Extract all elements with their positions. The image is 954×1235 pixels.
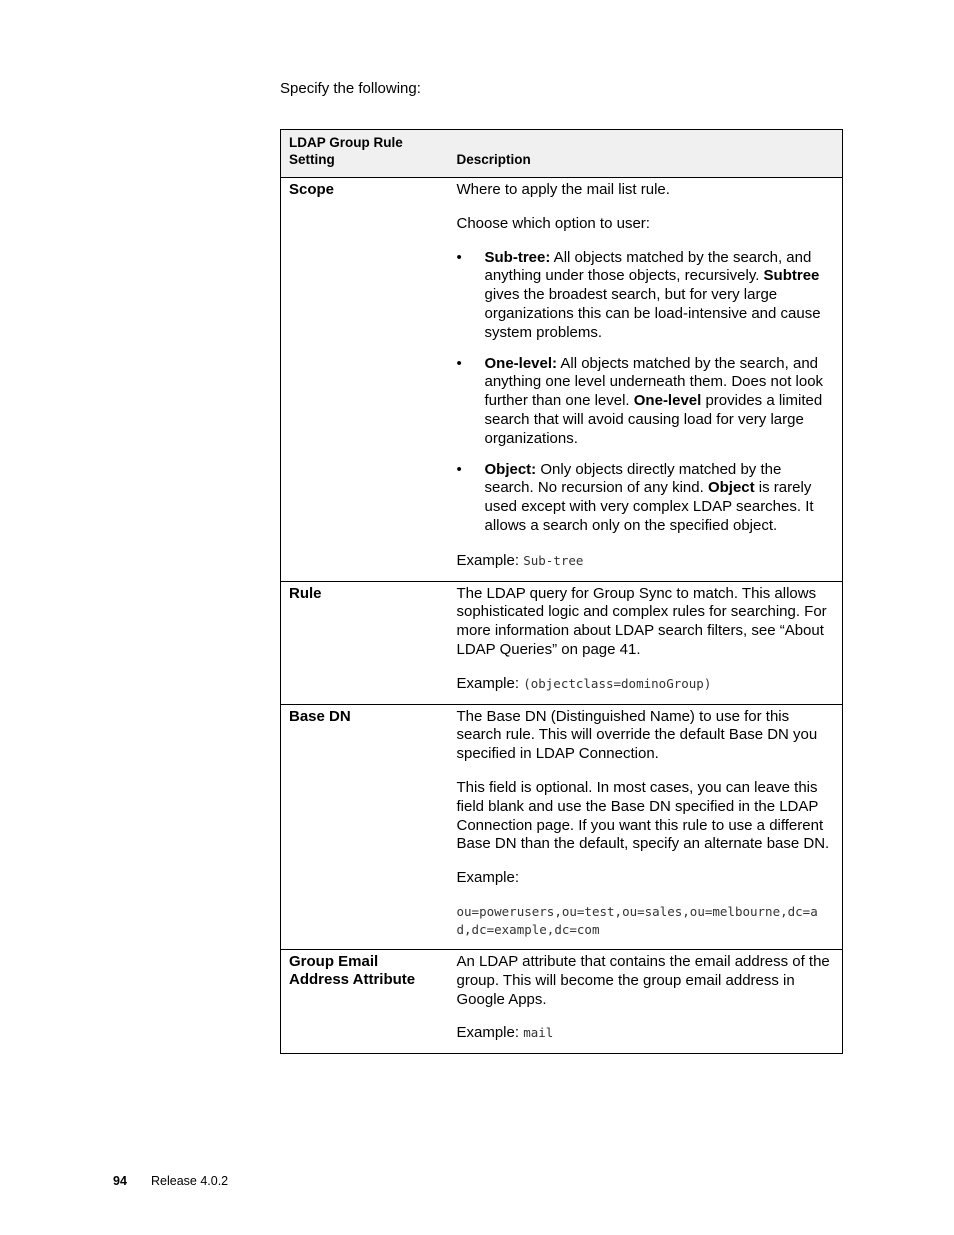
list-item [457, 461, 833, 536]
example-label: Example: [456, 674, 524, 692]
table-row [281, 704, 843, 949]
table-header-row [281, 130, 843, 178]
page-footer [113, 1174, 229, 1188]
setting-desc-rule [449, 581, 843, 704]
bullet-term: One-level: [484, 354, 558, 372]
rule-example [457, 675, 833, 694]
bullet-icon: • [456, 354, 462, 372]
page-number: 94 [113, 1174, 127, 1188]
release-label: Release 4.0.2 [151, 1174, 229, 1188]
email-desc-para: An LDAP attribute that contains the email address of the group. This will become the group email address in Google Apps. [456, 952, 830, 1008]
bullet-text: Only objects directly matched by the search. No recursion of any kind. [484, 460, 782, 497]
setting-name-scope: Scope [281, 178, 449, 582]
example-value: mail [523, 1025, 554, 1041]
bullet-text: All objects matched by the search, and anything under those objects, recursively. [484, 248, 812, 285]
table-row [281, 949, 843, 1053]
bullet-term: Sub-tree: [484, 248, 551, 266]
rule-desc-para: The LDAP query for Group Sync to match. This allows sophisticated logic and complex rules for searching. For more information about LDAP search filters, see “About LDAP Queries” on page 41. [456, 584, 827, 658]
bullet-term: Object: [484, 460, 537, 478]
example-label: Example: [456, 551, 524, 569]
bullet-text: is rarely used except with very complex LDAP searches. It allows a search only on the specified object. [484, 479, 814, 534]
basedn-desc-para: The Base DN (Distinguished Name) to use for this search rule. This will override the default Base DN you specified in LDAP Connection. [456, 707, 818, 763]
scope-example [457, 552, 833, 571]
bullet-icon: • [456, 460, 462, 478]
example-label: Example: [456, 1024, 524, 1042]
setting-name-group-email: Group Email Address Attribute [281, 949, 449, 1053]
list-item [457, 355, 833, 449]
example-value: Sub-tree [523, 552, 584, 568]
bullet-text: All objects matched by the search, and anything one level underneath them. Does not look further than one level. [484, 354, 824, 410]
table-row [281, 581, 843, 704]
scope-choose-para: Choose which option to user: [456, 214, 650, 232]
example-value: (objectclass=dominoGroup) [523, 675, 712, 691]
scope-desc-para: Where to apply the mail list rule. [456, 181, 670, 198]
basedn-example-value: ou=powerusers,ou=test,ou=sales,ou=melbourne,dc=ad,dc=example,dc=com [456, 903, 818, 937]
basedn-optional-para: This field is optional. In most cases, you can leave this field blank and use the Base DN specified in the LDAP Connection page. If you want this rule to use a different Base DN than the default, specify an alternate base DN. [456, 778, 830, 853]
header-setting: LDAP Group Rule Setting [281, 130, 449, 178]
bullet-text: gives the broadest search, but for very large organizations this can be load-intensive and cause system problems. [484, 286, 821, 341]
bullet-text: provides a limited search that will avoid causing load for very large organizations. [484, 392, 823, 447]
ldap-group-rule-table [280, 129, 843, 1054]
bullet-icon: • [456, 248, 462, 266]
header-description: Description [449, 130, 843, 178]
basedn-example-label: Example: [456, 869, 520, 887]
setting-name-rule: Rule [281, 581, 449, 704]
table-row [281, 178, 843, 582]
email-example [457, 1024, 833, 1043]
bullet-term-inline: One-level [633, 392, 702, 410]
list-item [457, 249, 833, 343]
bullet-term-inline: Object [707, 479, 755, 497]
intro-text: Specify the following: [280, 80, 421, 97]
setting-name-basedn: Base DN [281, 704, 449, 949]
bullet-term-inline: Subtree [763, 267, 820, 285]
setting-desc-scope [449, 178, 843, 582]
setting-desc-group-email [449, 949, 843, 1053]
setting-desc-basedn [449, 704, 843, 949]
